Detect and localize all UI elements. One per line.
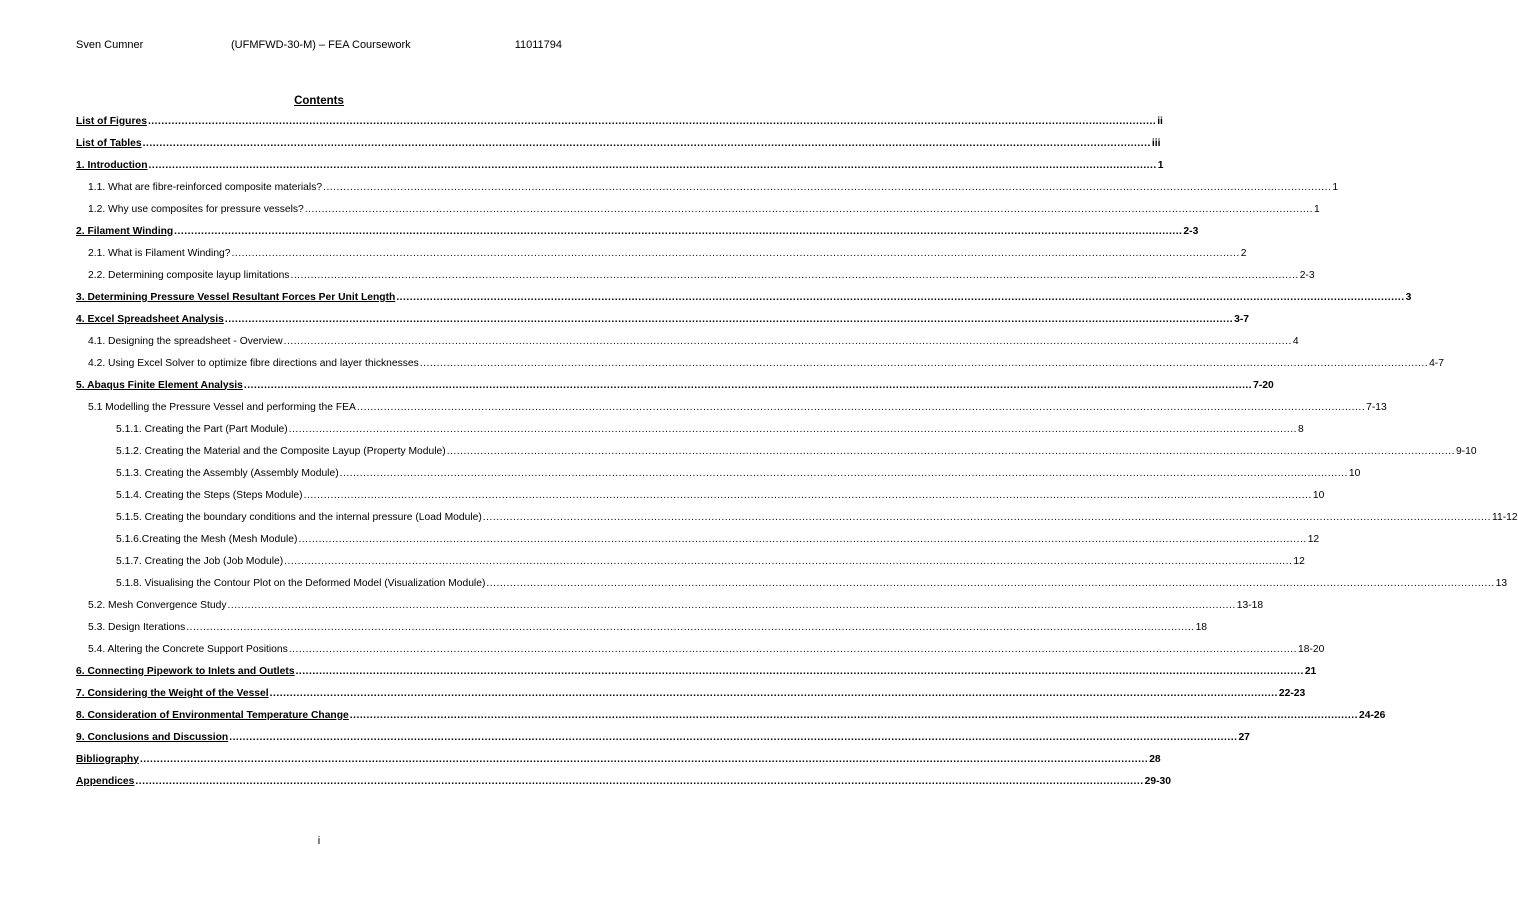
toc-leader-dots: ............................................................................................................................................................................................................................................................................................................ [290, 269, 1299, 281]
toc-entry-title: 9. Conclusions and Discussion [76, 731, 229, 743]
toc-leader-dots: ............................................................................................................................................................................................................................................................................................................ [243, 379, 1253, 391]
toc-entry-page: 3 [1405, 291, 1412, 303]
toc-entry-title: 7. Considering the Weight of the Vessel [76, 687, 269, 699]
toc-leader-dots: ............................................................................................................................................................................................................................................................................................................ [148, 159, 1157, 171]
toc-entry-title: 8. Consideration of Environmental Temperature Change [76, 709, 349, 721]
toc-entry-title: 4.2. Using Excel Solver to optimize fibre directions and layer thicknesses [88, 357, 419, 369]
toc-entry[interactable] [76, 374, 1274, 396]
toc-entry[interactable] [76, 462, 1361, 484]
toc-entry-page: 2 [1240, 247, 1247, 259]
toc-entry-page: 11-12 [1492, 511, 1518, 523]
toc-entry[interactable] [76, 506, 1518, 528]
toc-entry-page: 18 [1195, 621, 1208, 633]
toc-leader-dots: ............................................................................................................................................................................................................................................................................................................ [147, 115, 1157, 127]
toc-leader-dots: ............................................................................................................................................................................................................................................................................................................ [303, 489, 1312, 501]
toc-entry-page: 13 [1495, 577, 1508, 589]
toc-entry-title: 5.1.8. Visualising the Contour Plot on the Deformed Model (Visualization Module) [116, 577, 486, 589]
toc-entry-title: 1. Introduction [76, 159, 148, 171]
toc-leader-dots: ............................................................................................................................................................................................................................................................................................................ [227, 599, 1236, 611]
toc-entry-page: 12 [1307, 533, 1320, 545]
toc-leader-dots: ............................................................................................................................................................................................................................................................................................................ [349, 709, 1358, 721]
toc-entry[interactable] [76, 616, 1208, 638]
toc-entry-page: 24-26 [1358, 709, 1386, 721]
toc-entry-page: 2-3 [1183, 225, 1199, 237]
toc-entry-page: 22-23 [1278, 687, 1306, 699]
toc-entry-title: 2.2. Determining composite layup limitations [88, 269, 290, 281]
toc-entry[interactable] [76, 704, 1386, 726]
toc-entry-title: 6. Connecting Pipework to Inlets and Outlets [76, 665, 295, 677]
toc-leader-dots: ............................................................................................................................................................................................................................................................................................................ [419, 357, 1429, 369]
toc-leader-dots: ............................................................................................................................................................................................................................................................................................................ [231, 247, 1240, 259]
toc-leader-dots: ............................................................................................................................................................................................................................................................................................................ [339, 467, 1348, 479]
toc-entry-page: 1 [1157, 159, 1164, 171]
toc-leader-dots: ............................................................................................................................................................................................................................................................................................................ [356, 401, 1366, 413]
toc-entry-page: 4-7 [1429, 357, 1444, 369]
toc-entry-page: 10 [1312, 489, 1325, 501]
toc-leader-dots: ............................................................................................................................................................................................................................................................................................................ [229, 731, 1238, 743]
toc-entry-title: 5.3. Design Iterations [88, 621, 186, 633]
toc-entry-page: 18-20 [1298, 643, 1325, 655]
toc-leader-dots: ............................................................................................................................................................................................................................................................................................................ [174, 225, 1183, 237]
toc-entry[interactable] [76, 484, 1325, 506]
toc-entry-title: 5. Abaqus Finite Element Analysis [76, 379, 243, 391]
toc-entry[interactable] [76, 264, 1315, 286]
toc-entry[interactable] [76, 330, 1299, 352]
toc-leader-dots: ............................................................................................................................................................................................................................................................................................................ [135, 775, 1144, 787]
toc-entry[interactable] [76, 726, 1250, 748]
toc-entry[interactable] [76, 198, 1320, 220]
toc-entry[interactable] [76, 286, 1412, 308]
toc-leader-dots: ............................................................................................................................................................................................................................................................................................................ [446, 445, 1455, 457]
toc-entry-title: 5.1.2. Creating the Material and the Composite Layup (Property Module) [116, 445, 446, 457]
toc-entry-title: 5.1.1. Creating the Part (Part Module) [116, 423, 288, 435]
toc-entry[interactable] [76, 220, 1199, 242]
toc-entry-page: 7-20 [1253, 379, 1274, 391]
toc-entry[interactable] [76, 440, 1477, 462]
contents-title: Contents [294, 95, 344, 107]
toc-entry[interactable] [76, 132, 1161, 154]
toc-entry-page: 8 [1297, 423, 1304, 435]
toc-entry-title: 5.1.7. Creating the Job (Job Module) [116, 555, 284, 567]
toc-entry-title: 2. Filament Winding [76, 225, 174, 237]
toc-entry[interactable] [76, 154, 1164, 176]
header-author: Sven Cumner [76, 39, 144, 51]
toc-leader-dots: ............................................................................................................................................................................................................................................................................................................ [323, 181, 1332, 193]
header-module: (UFMFWD-30-M) – FEA Coursework [231, 39, 411, 51]
toc-entry[interactable] [76, 660, 1317, 682]
toc-entry-title: 5.4. Altering the Concrete Support Positions [88, 643, 288, 655]
page-header [76, 39, 562, 53]
toc-leader-dots: ............................................................................................................................................................................................................................................................................................................ [284, 555, 1293, 567]
toc-leader-dots: ............................................................................................................................................................................................................................................................................................................ [295, 665, 1304, 677]
toc-entry-page: 4 [1292, 335, 1299, 347]
toc-entry[interactable] [76, 550, 1305, 572]
toc-entry-title: 5.1.6.Creating the Mesh (Mesh Module) [116, 533, 298, 545]
toc-entry-title: 5.1.5. Creating the boundary conditions and the internal pressure (Load Module) [116, 511, 482, 523]
toc-entry-title: 4.1. Designing the spreadsheet - Overview [88, 335, 283, 347]
table-of-contents [76, 110, 1518, 792]
toc-entry-page: 9-10 [1455, 445, 1477, 457]
toc-leader-dots: ............................................................................................................................................................................................................................................................................................................ [288, 423, 1297, 435]
toc-entry-title: 1.2. Why use composites for pressure vessels? [88, 203, 304, 215]
toc-entry-title: 5.1.3. Creating the Assembly (Assembly Module) [116, 467, 339, 479]
toc-entry[interactable] [76, 110, 1163, 132]
toc-entry-page: 3-7 [1234, 313, 1249, 325]
toc-entry[interactable] [76, 528, 1320, 550]
toc-entry-title: List of Figures [76, 115, 147, 127]
page-number: i [317, 835, 321, 847]
toc-entry[interactable] [76, 352, 1444, 374]
toc-entry-title: 2.1. What is Filament Winding? [88, 247, 231, 259]
toc-entry-title: 3. Determining Pressure Vessel Resultant Forces Per Unit Length [76, 291, 396, 303]
toc-leader-dots: ............................................................................................................................................................................................................................................................................................................ [288, 643, 1298, 655]
toc-entry-title: 5.2. Mesh Convergence Study [88, 599, 227, 611]
toc-leader-dots: ............................................................................................................................................................................................................................................................................................................ [283, 335, 1292, 347]
toc-leader-dots: ............................................................................................................................................................................................................................................................................................................ [486, 577, 1495, 589]
toc-entry-page: iii [1151, 137, 1161, 149]
toc-entry[interactable] [76, 572, 1508, 594]
toc-entry-page: 27 [1238, 731, 1250, 743]
toc-entry-page: 29-30 [1144, 775, 1171, 787]
toc-entry-page: 28 [1149, 753, 1161, 765]
toc-entry[interactable] [76, 594, 1264, 616]
toc-entry-page: 10 [1348, 467, 1361, 479]
toc-leader-dots: ............................................................................................................................................................................................................................................................................................................ [142, 137, 1151, 149]
toc-entry[interactable] [76, 242, 1247, 264]
toc-leader-dots: ............................................................................................................................................................................................................................................................................................................ [186, 621, 1195, 633]
toc-entry-title: List of Tables [76, 137, 142, 149]
toc-entry-title: Appendices [76, 775, 135, 787]
toc-entry-page: 13-18 [1236, 599, 1264, 611]
toc-entry-title: 4. Excel Spreadsheet Analysis [76, 313, 224, 325]
toc-entry[interactable] [76, 418, 1304, 440]
toc-leader-dots: ............................................................................................................................................................................................................................................................................................................ [396, 291, 1405, 303]
toc-entry-page: ii [1157, 115, 1163, 127]
toc-leader-dots: ............................................................................................................................................................................................................................................................................................................ [224, 313, 1234, 325]
toc-entry[interactable] [76, 396, 1387, 418]
toc-leader-dots: ............................................................................................................................................................................................................................................................................................................ [482, 511, 1492, 523]
toc-entry-page: 7-13 [1366, 401, 1387, 413]
toc-leader-dots: ............................................................................................................................................................................................................................................................................................................ [304, 203, 1314, 215]
toc-leader-dots: ............................................................................................................................................................................................................................................................................................................ [139, 753, 1149, 765]
toc-entry-page: 21 [1304, 665, 1317, 677]
header-student-id: 11011794 [514, 39, 562, 51]
toc-entry[interactable] [76, 308, 1249, 330]
toc-entry-title: 1.1. What are fibre-reinforced composite materials? [88, 181, 323, 193]
toc-entry[interactable] [76, 638, 1325, 660]
toc-entry-page: 12 [1293, 555, 1305, 567]
toc-leader-dots: ............................................................................................................................................................................................................................................................................................................ [298, 533, 1307, 545]
toc-entry-page: 1 [1332, 181, 1339, 193]
toc-entry[interactable] [76, 748, 1161, 770]
toc-entry[interactable] [76, 770, 1171, 792]
toc-entry[interactable] [76, 176, 1339, 198]
toc-entry-title: 5.1 Modelling the Pressure Vessel and performing the FEA [88, 401, 356, 413]
toc-entry-page: 2-3 [1299, 269, 1315, 281]
toc-entry-title: Bibliography [76, 753, 139, 765]
toc-entry[interactable] [76, 682, 1306, 704]
toc-entry-title: 5.1.4. Creating the Steps (Steps Module) [116, 489, 303, 501]
toc-leader-dots: ............................................................................................................................................................................................................................................................................................................ [269, 687, 1278, 699]
toc-entry-page: 1 [1314, 203, 1320, 215]
